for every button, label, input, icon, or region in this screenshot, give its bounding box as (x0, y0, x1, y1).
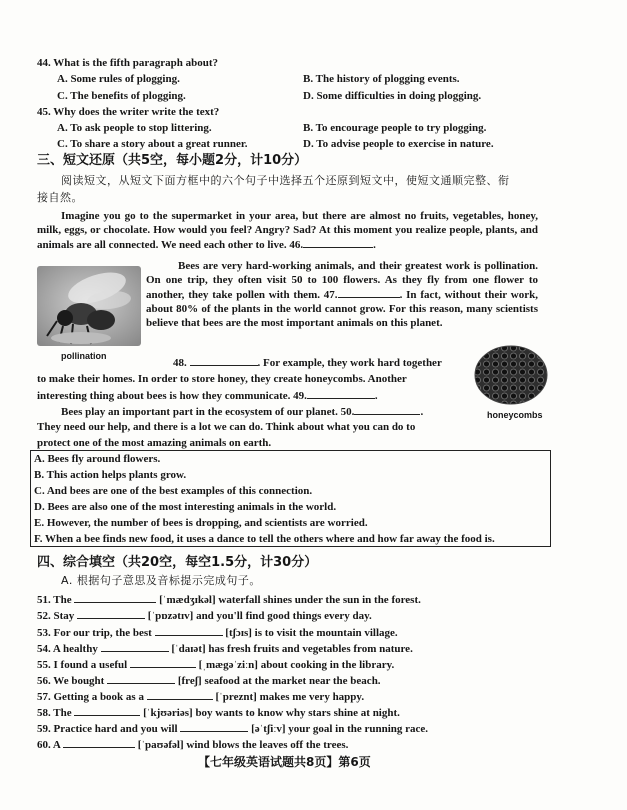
fill-item-phonetic: [əˈtʃiːv] (251, 723, 286, 735)
q45-option-a: A. To ask people to stop littering. (57, 122, 212, 134)
fill-item-suffix: wind blows the leaves off the trees. (186, 739, 349, 751)
section3-heading: 三、短文还原（共5空，每小题2分，计10分） (37, 153, 308, 168)
fill-item-phonetic: [ˈkjʊəriəs] (143, 707, 193, 719)
fill-item-59 (37, 721, 428, 736)
fill-item-prefix: 53. For our trip, the best (37, 627, 152, 639)
fill-item-suffix: about cooking in the library. (260, 659, 395, 671)
fill-item-prefix: 58. The (37, 707, 72, 719)
fill-item-prefix: 54. A healthy (37, 643, 98, 655)
fill-item-prefix: 56. We bought (37, 675, 105, 687)
q45-stem: 45. Why does the writer write the text? (37, 106, 220, 118)
blank-47[interactable] (338, 287, 400, 298)
answer-blank-55[interactable] (130, 657, 196, 668)
sentence-option-f: F. When a bee finds new food, it uses a dance to tell the others where and how far away the food is. (34, 533, 495, 545)
fill-item-phonetic: [ˈpreznt] (215, 691, 257, 703)
fill-item-53 (37, 625, 398, 640)
passage-paragraph-3-text-c: interesting thing about bees is how they communicate. 49. (37, 390, 307, 402)
passage-paragraph-2-text-b: . In fact, without their work, about 80% of the plants in the world cannot grow. For this reason, many scientists believe that bees are the most important animals on this planet. (146, 289, 538, 329)
fill-item-phonetic: [ˈdaɪət] (171, 643, 206, 655)
answer-blank-56[interactable] (107, 673, 175, 684)
passage-paragraph-1-text: Imagine you go to the supermarket in your area, but there are almost no fruits, vegetables, honey, milk, eggs, or chocolate. How would you feel? Angry? Sad? At this moment you realize people, plants, and animals are all connected. We need each other to live. 46. (37, 210, 538, 251)
sentence-option-e: E. However, the number of bees is dropping, and scientists are worried. (34, 517, 368, 529)
answer-blank-51[interactable] (74, 592, 156, 603)
fill-item-suffix: seafood at the market near the beach. (204, 675, 381, 687)
answer-blank-60[interactable] (63, 737, 135, 748)
fill-item-suffix: boy wants to know why stars shine at night. (195, 707, 400, 719)
answer-blank-59[interactable] (180, 721, 248, 732)
bee-pollination-image (37, 266, 141, 346)
fill-item-prefix: 52. Stay (37, 610, 75, 622)
sentence-option-d: D. Bees are also one of the most interesting animals in the world. (34, 501, 337, 513)
passage-paragraph-2 (146, 259, 538, 330)
fill-item-52 (37, 608, 372, 623)
q44-option-c: C. The benefits of plogging. (57, 90, 186, 102)
q44-option-a: A. Some rules of plogging. (57, 73, 180, 85)
fill-item-prefix: 57. Getting a book as a (37, 691, 144, 703)
fill-item-phonetic: [tʃɔɪs] (225, 627, 252, 639)
fill-item-56 (37, 673, 381, 688)
honeycomb-image (473, 344, 549, 406)
fill-item-suffix: and you'll find good things every day. (196, 610, 372, 622)
fill-item-suffix: is to visit the mountain village. (254, 627, 398, 639)
passage-paragraph-3-line-3: interesting thing about bees is how they communicate. 49. . (37, 390, 378, 402)
q44-option-b: B. The history of plogging events. (303, 73, 460, 85)
fill-item-55 (37, 657, 394, 672)
passage-paragraph-3-text-a: . For example, they work hard together (257, 357, 442, 369)
fill-item-prefix: 59. Practice hard and you will (37, 723, 178, 735)
fill-item-phonetic: [ˈpɒzətɪv] (147, 610, 194, 622)
section4-heading: 四、综合填空（共20空，每空1.5分，计30分） (37, 555, 318, 570)
fill-item-57 (37, 689, 364, 704)
q45-option-b: B. To encourage people to try plogging. (303, 122, 487, 134)
blank-46[interactable] (303, 237, 373, 248)
page-footer: 【七年级英语试题共8页】第6页 (198, 755, 371, 769)
blank-50[interactable] (354, 404, 420, 415)
fill-item-suffix: makes me very happy. (259, 691, 365, 703)
q45-option-c: C. To share a story about a great runner. (57, 138, 248, 150)
sentence-option-a: A. Bees fly around flowers. (34, 453, 161, 465)
fill-item-suffix: your goal in the running race. (288, 723, 429, 735)
fill-item-prefix: 55. I found a useful (37, 659, 128, 671)
passage-paragraph-4-text-a: Bees play an important part in the ecosystem of our planet. 50. (61, 406, 355, 418)
fill-item-prefix: 51. The (37, 594, 72, 606)
fill-item-phonetic: [ˌmægəˈziːn] (198, 659, 258, 671)
answer-blank-58[interactable] (74, 705, 140, 716)
fill-item-58 (37, 705, 400, 720)
fill-item-51 (37, 592, 421, 607)
section3-instruction-2: 接自然。 (37, 191, 83, 204)
fill-item-60 (37, 737, 348, 752)
passage-paragraph-4-line-3: protect one of the most amazing animals on earth. (37, 437, 272, 449)
blank-48[interactable] (190, 355, 258, 366)
answer-blank-52[interactable] (77, 608, 145, 619)
passage-paragraph-3-line-2: to make their homes. In order to store honey, they create honeycombs. Another (37, 373, 407, 385)
fill-item-phonetic: [freʃ] (177, 675, 202, 687)
passage-paragraph-1: Imagine you go to the supermarket in your area, but there are almost no fruits, vegetables, honey, milk, eggs, or chocolate. How would you feel? Angry? Sad? At this moment you realize people, plants, and animals are all connected. We need each other to live. 46. . (37, 210, 538, 251)
sentence-option-b: B. This action helps plants grow. (34, 469, 187, 481)
blank-49[interactable] (307, 388, 375, 399)
fill-item-suffix: waterfall shines under the sun in the forest. (218, 594, 421, 606)
sentence-option-c: C. And bees are one of the best examples of this connection. (34, 485, 313, 497)
q44-option-d: D. Some difficulties in doing plogging. (303, 90, 482, 102)
fill-item-prefix: 60. A (37, 739, 61, 751)
pollination-caption: pollination (61, 351, 107, 361)
passage-paragraph-2-text-a: Bees are very hard-working animals, and their greatest work is pollination. On one trip, they often visit 50 to 100 flowers. As they fly from one flower to another, they take pollen with them. 47. (146, 260, 538, 301)
section3-instruction-1: 阅读短文，从短文下面方框中的六个句子中选择五个还原到短文中，使短文通顺完整、衔 (61, 174, 510, 187)
fill-item-suffix: has fresh fruits and vegetables from nature. (208, 643, 413, 655)
passage-48-number: 48. (173, 357, 187, 369)
fill-item-phonetic: [ˈpaʊəfəl] (137, 739, 184, 751)
answer-blank-54[interactable] (101, 641, 169, 652)
passage-paragraph-4-line-2: They need our help, and there is a lot we can do. Think about what you can do to (37, 421, 416, 433)
passage-paragraph-3-line-1 (173, 355, 442, 370)
answer-blank-53[interactable] (155, 625, 223, 636)
section4-subheading: A. 根据句子意思及音标提示完成句子。 (61, 574, 261, 587)
fill-item-phonetic: [ˈmædʒɪkəl] (159, 594, 216, 606)
passage-paragraph-4-line-1: Bees play an important part in the ecosystem of our planet. 50. . (61, 406, 424, 418)
fill-item-54 (37, 641, 413, 656)
honeycombs-caption: honeycombs (487, 410, 543, 420)
q44-stem: 44. What is the fifth paragraph about? (37, 57, 219, 69)
q45-option-d: D. To advise people to exercise in nature. (303, 138, 494, 150)
answer-blank-57[interactable] (147, 689, 213, 700)
